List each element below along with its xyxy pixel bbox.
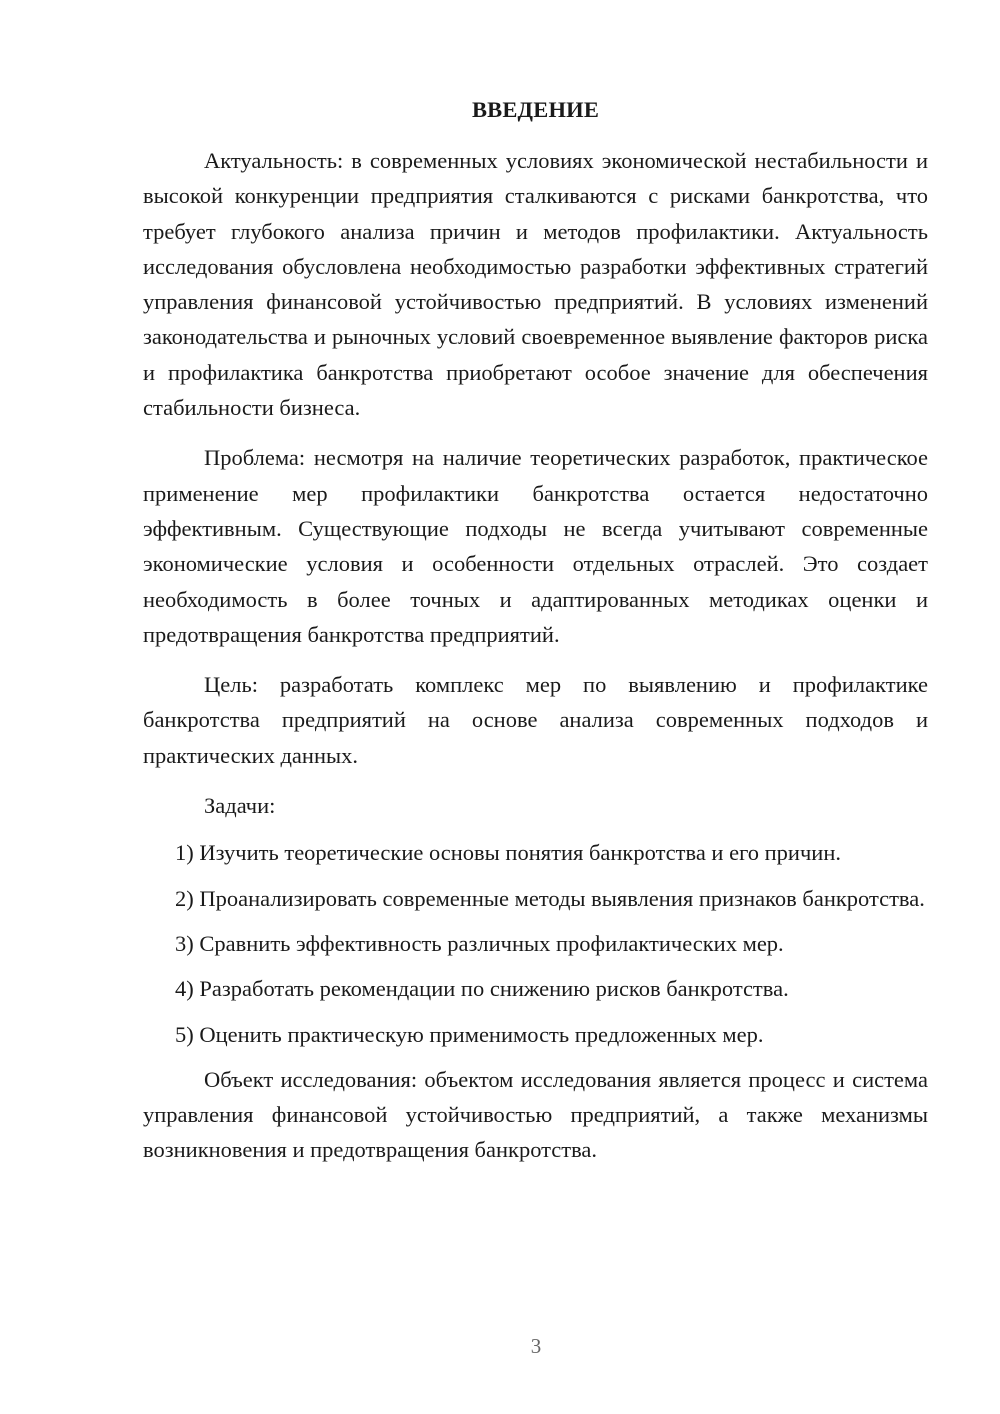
problem-paragraph: Проблема: несмотря на наличие теоретических разработок, практическое применение мер профилактики банкротства остается недостаточно эффективным. Существующие подходы не всегда учитывают современные экономические условия и особенности отдельных отраслей. Это создает необходимость в более точных и адаптированных методиках оценки и предотвращения банкротства предприятий. xyxy=(143,445,928,647)
page-number: 3 xyxy=(530,1334,542,1358)
task-item: 1) Изучить теоретические основы понятия банкротства и его причин. xyxy=(175,840,841,866)
task-item: 5) Оценить практическую применимость предложенных мер. xyxy=(175,1021,764,1047)
object-paragraph: Объект исследования: объектом исследования является процесс и система управления финансовой устойчивостью предприятий, а также механизмы возникновения и предотвращения банкротства. xyxy=(143,1066,928,1163)
task-item: 3) Сравнить эффективность различных профилактических мер. xyxy=(175,930,784,956)
task-item: 2) Проанализировать современные методы выявления признаков банкротства. xyxy=(175,885,925,911)
task-item: 4) Разработать рекомендации по снижению рисков банкротства. xyxy=(175,976,789,1002)
page-content xyxy=(143,94,928,1168)
relevance-paragraph: Актуальность: в современных условиях экономической нестабильности и высокой конкуренции предприятия сталкиваются с рисками банкротства, что требует глубокого анализа причин и методов профилактики. Актуальность исследования обусловлена необходимостью разработки эффективных стратегий управления финансовой устойчивостью предприятий. В условиях изменений законодательства и рыночных условий своевременное выявление факторов риска и профилактика банкротства приобретают особое значение для обеспечения стабильности бизнеса. xyxy=(143,148,928,421)
tasks-heading: Задачи: xyxy=(204,793,276,819)
goal-paragraph: Цель: разработать комплекс мер по выявлению и профилактике банкротства предприятий на основе анализа современных подходов и практических данных. xyxy=(143,672,928,768)
section-title: ВВЕДЕНИЕ xyxy=(471,97,600,122)
